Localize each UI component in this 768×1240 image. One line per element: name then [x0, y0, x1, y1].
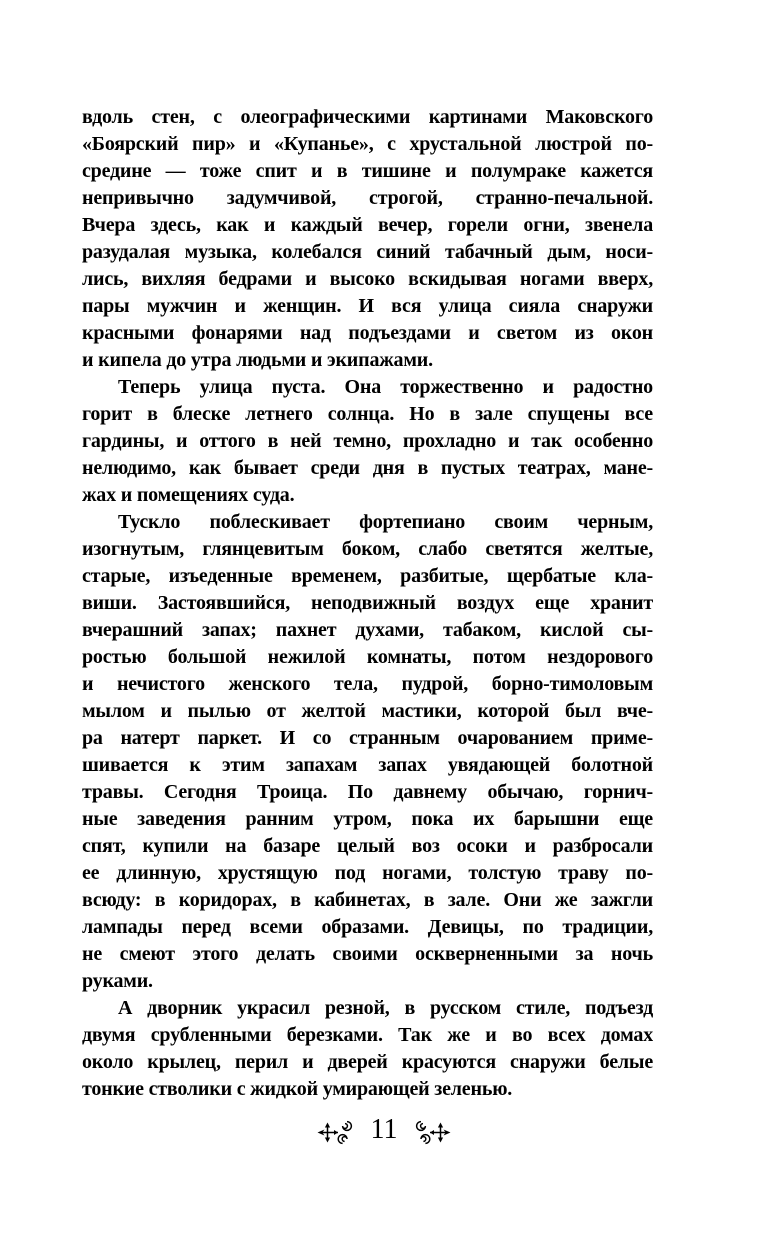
text-line: жах и помещениях суда. — [82, 484, 295, 506]
text-line: Тускло поблескивает фортепиано своим черным, — [118, 511, 653, 533]
text-line: средине — тоже спит и в тишине и полумраке кажется — [82, 160, 653, 182]
text-line: непривычно задумчивой, строгой, странно-печальной. — [82, 187, 653, 209]
text-line: около крылец, перил и дверей красуются снаружи белые — [82, 1051, 653, 1073]
text-line: тонкие стволики с жидкой умирающей зеленью. — [82, 1078, 513, 1100]
text-line: Вчера здесь, как и каждый вечер, горели огни, звенела — [82, 214, 653, 236]
text-line: руками. — [82, 970, 153, 992]
text-line: виши. Застоявшийся, неподвижный воздух еще хранит — [82, 592, 653, 614]
text-line: разудалая музыка, колебался синий табачный дым, носи- — [82, 241, 653, 263]
text-line: лись, вихляя бедрами и высоко вскидывая ногами вверх, — [82, 268, 653, 290]
page-footer — [0, 1116, 768, 1148]
text-line: всюду: в коридорах, в кабинетах, в зале. Они же зажгли — [82, 889, 653, 911]
text-line: нелюдимо, как бывает среди дня в пустых театрах, мане- — [82, 457, 653, 479]
fleuron-right-icon — [413, 1119, 451, 1146]
text-line: горит в блеске летнего солнца. Но в зале спущены все — [82, 403, 653, 425]
text-line: ра натерт паркет. И со странным очарованием приме- — [82, 727, 653, 749]
text-line: спят, купили на базаре целый воз осоки и разбросали — [82, 835, 653, 857]
text-line: лампады перед всеми образами. Девицы, по традиции, — [82, 916, 653, 938]
text-line: старые, изъеденные временем, разбитые, щербатые кла- — [82, 565, 653, 587]
page-number: 11 — [370, 1114, 398, 1145]
text-line: красными фонарями над подъездами и светом из окон — [82, 322, 653, 344]
text-line: А дворник украсил резной, в русском стиле, подъезд — [118, 997, 653, 1019]
text-line: Теперь улица пуста. Она торжественно и радостно — [118, 376, 653, 398]
body-text — [82, 104, 653, 1103]
text-line: вчерашний запах; пахнет духами, табаком, кислой сы- — [82, 619, 653, 641]
text-line: ные заведения ранним утром, пока их барышни еще — [82, 808, 653, 830]
text-line: двумя срубленными березками. Так же и во всех домах — [82, 1024, 653, 1046]
text-line: «Боярский пир» и «Купанье», с хрустальной люстрой по- — [82, 133, 653, 155]
text-line: изогнутым, глянцевитым боком, слабо светятся желтые, — [82, 538, 653, 560]
text-line: мылом и пылью от желтой мастики, которой был вче- — [82, 700, 653, 722]
fleuron-left-icon — [317, 1119, 355, 1146]
text-line: ростью большой нежилой комнаты, потом нездорового — [82, 646, 653, 668]
text-line: и кипела до утра людьми и экипажами. — [82, 349, 433, 371]
text-line: гардины, и оттого в ней темно, прохладно и так особенно — [82, 430, 653, 452]
text-line: не смеют этого делать своими оскверненными за ночь — [82, 943, 653, 965]
text-line: пары мужчин и женщин. И вся улица сияла снаружи — [82, 295, 653, 317]
text-line: и нечистого женского тела, пудрой, борно-тимоловым — [82, 673, 653, 695]
text-line: шивается к этим запахам запах увядающей болотной — [82, 754, 653, 776]
text-line: вдоль стен, с олеографическими картинами Маковского — [82, 106, 653, 128]
text-line: ее длинную, хрустящую под ногами, толстую траву по- — [82, 862, 653, 884]
text-line: травы. Сегодня Троица. По давнему обычаю, горнич- — [82, 781, 653, 803]
